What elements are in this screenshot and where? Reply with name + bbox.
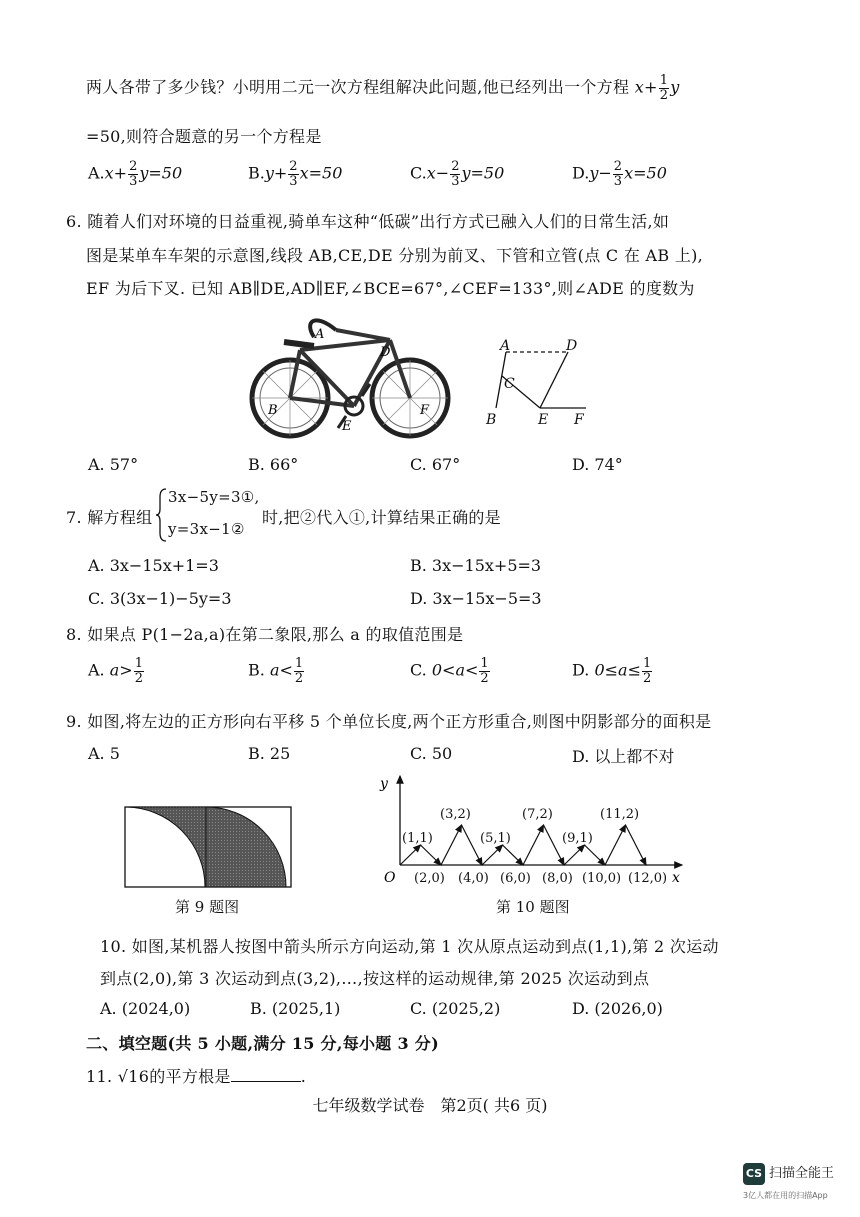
frame-diagram bbox=[476, 332, 606, 432]
q10-line2: 到点(2,0),第 3 次运动到点(3,2),…,按这样的运动规律,第 2025 次运动到点 bbox=[100, 969, 650, 988]
peak-label-6: (11,2) bbox=[600, 807, 640, 822]
q5-eq-y: y bbox=[670, 77, 680, 97]
q9-option-a[interactable]: A. 5 bbox=[88, 744, 120, 763]
q6-option-a[interactable]: A. 57° bbox=[88, 455, 139, 474]
tick-label-6: (6,0) bbox=[500, 871, 531, 886]
segment-de bbox=[540, 352, 568, 408]
q6-line1: 6. 随着人们对环境的日益重视,骑单车这种“低碳”出行方式已融入人们的日常生活,如 bbox=[66, 212, 670, 231]
diagram-label-d: D bbox=[566, 338, 578, 354]
peak-label-1: (1,1) bbox=[402, 831, 433, 846]
robot-path-step bbox=[605, 825, 626, 865]
q9-figure bbox=[124, 806, 294, 890]
bicycle-illustration bbox=[244, 302, 464, 442]
q6-option-d[interactable]: D. 74° bbox=[572, 455, 623, 474]
q9-stem: 9. 如图,将左边的正方形向右平移 5 个单位长度,两个正方形重合,则图中阴影部分的面积是 bbox=[66, 712, 712, 731]
section-2-heading: 二、填空题(共 5 小题,满分 15 分,每小题 3 分) bbox=[86, 1034, 439, 1053]
robot-path-step bbox=[564, 845, 585, 865]
q7-option-a[interactable]: A. 3x−15x+1=3 bbox=[88, 556, 219, 575]
q11-root: √16 bbox=[117, 1067, 150, 1086]
q9-option-c[interactable]: C. 50 bbox=[410, 744, 453, 763]
q5-option-c[interactable]: C.x− $\frac{2}{3}$ y=50 bbox=[410, 159, 505, 189]
q10-option-d[interactable]: D. (2026,0) bbox=[572, 999, 663, 1018]
diagram-label-a: A bbox=[500, 338, 511, 354]
q8-stem: 8. 如果点 P(1−2a,a)在第二象限,那么 a 的取值范围是 bbox=[66, 625, 464, 644]
robot-path-step bbox=[400, 845, 421, 865]
q10-line1: 10. 如图,某机器人按图中箭头所示方向运动,第 1 次从原点运动到点(1,1),第 2 次运动 bbox=[100, 937, 719, 956]
q7-brace bbox=[156, 487, 168, 543]
q6-line2: 图是某单车车架的示意图,线段 AB,CE,DE 分别为前叉、下管和立管(点 C 在 AB 上), bbox=[86, 246, 704, 265]
q7-option-b[interactable]: B. 3x−15x+5=3 bbox=[410, 556, 542, 575]
camscanner-tagline: 3亿人都在用的扫描App bbox=[743, 1191, 828, 1200]
q10-option-b[interactable]: B. (2025,1) bbox=[250, 999, 341, 1018]
q5-option-b[interactable]: B.y+ $\frac{2}{3}$ x=50 bbox=[248, 159, 343, 189]
tick-label-12: (12,0) bbox=[628, 871, 668, 886]
x-axis-label: x bbox=[672, 870, 680, 886]
robot-path-step bbox=[482, 845, 503, 865]
bike-label-b: B bbox=[268, 403, 278, 418]
tick-label-8: (8,0) bbox=[542, 871, 573, 886]
q8-option-a[interactable]: A. a> $\frac{1}{2}$ bbox=[88, 656, 143, 686]
origin-label: O bbox=[384, 870, 396, 886]
diagram-label-e: E bbox=[538, 412, 549, 428]
q8-option-c[interactable]: C. 0<a< $\frac{1}{2}$ bbox=[410, 656, 489, 686]
q10-option-a[interactable]: A. (2024,0) bbox=[100, 999, 191, 1018]
q9-shaded-left bbox=[125, 807, 206, 887]
peak-label-2: (3,2) bbox=[440, 807, 471, 822]
tick-label-4: (4,0) bbox=[458, 871, 489, 886]
q6-option-b[interactable]: B. 66° bbox=[248, 455, 299, 474]
q11: 11. √16的平方根是 . bbox=[86, 1067, 307, 1086]
q8-option-b[interactable]: B. a< $\frac{1}{2}$ bbox=[248, 656, 304, 686]
bike-label-d: D bbox=[380, 345, 391, 360]
q5-option-d[interactable]: D.y− $\frac{2}{3}$ x=50 bbox=[572, 159, 667, 189]
q5-eq-frac-n: 1 bbox=[659, 73, 669, 88]
q5-eq-x: x+ bbox=[634, 77, 658, 97]
diagram-label-f: F bbox=[574, 412, 584, 428]
bike-label-f: F bbox=[420, 403, 430, 418]
q5-eq-frac-d: 2 bbox=[659, 87, 669, 103]
q9-shaded-right bbox=[206, 807, 286, 887]
q7-eq1: 3x−5y=3①, bbox=[168, 488, 260, 506]
page-footer: 七年级数学试卷 第2页( 共6 页) bbox=[312, 1096, 548, 1115]
tick-label-10: (10,0) bbox=[582, 871, 622, 886]
q10-option-c[interactable]: C. (2025,2) bbox=[410, 999, 501, 1018]
q5-option-a[interactable]: A.x+ $\frac{2}{3}$ y=50 bbox=[88, 159, 183, 189]
q7-prefix: 7. 解方程组 bbox=[66, 508, 153, 527]
peak-label-4: (7,2) bbox=[522, 807, 553, 822]
q9-option-d[interactable]: D. 以上都不对 bbox=[572, 747, 675, 766]
q6-line3: EF 为后下叉. 已知 AB∥DE,AD∥EF,∠BCE=67°,∠CEF=133°,则∠ADE 的度数为 bbox=[86, 279, 695, 298]
peak-label-5: (9,1) bbox=[562, 831, 593, 846]
robot-path-step bbox=[544, 825, 565, 865]
diagram-label-c: C bbox=[504, 376, 515, 392]
robot-path-step bbox=[626, 825, 647, 865]
camscanner-name: 扫描全能王 bbox=[769, 1166, 835, 1181]
q7-option-c[interactable]: C. 3(3x−1)−5y=3 bbox=[88, 589, 232, 608]
y-axis-label: y bbox=[380, 776, 388, 792]
peak-label-3: (5,1) bbox=[480, 831, 511, 846]
q8-option-d[interactable]: D. 0≤a≤ $\frac{1}{2}$ bbox=[572, 656, 652, 686]
q7-suffix: 时,把②代入①,计算结果正确的是 bbox=[262, 508, 501, 527]
robot-path-step bbox=[421, 845, 442, 865]
q9-option-b[interactable]: B. 25 bbox=[248, 744, 291, 763]
robot-path-step bbox=[503, 845, 524, 865]
q10-figure bbox=[376, 770, 692, 894]
robot-path-step bbox=[462, 825, 483, 865]
camscanner-logo: CS bbox=[743, 1163, 765, 1185]
q6-option-c[interactable]: C. 67° bbox=[410, 455, 461, 474]
tick-label-2: (2,0) bbox=[414, 871, 445, 886]
q7-eq2: y=3x−1② bbox=[168, 520, 245, 538]
q9-caption: 第 9 题图 bbox=[175, 898, 240, 916]
robot-path-step bbox=[523, 825, 544, 865]
bike-label-a: A bbox=[315, 327, 325, 342]
robot-path-step bbox=[585, 845, 606, 865]
q5-line1: 两人各带了多少钱？小明用二元一次方程组解决此问题,他已经列出一个方程 x+ $\frac{1}{2}$ y bbox=[86, 73, 680, 103]
diagram-label-b: B bbox=[486, 412, 497, 428]
robot-path-step bbox=[441, 825, 462, 865]
q11-answer-blank[interactable] bbox=[231, 1068, 301, 1082]
q7-option-d[interactable]: D. 3x−15x−5=3 bbox=[410, 589, 542, 608]
bike-label-e: E bbox=[342, 419, 352, 434]
robot-path bbox=[400, 825, 646, 865]
q10-caption: 第 10 题图 bbox=[496, 898, 570, 916]
q5-line2: =50,则符合题意的另一个方程是 bbox=[86, 127, 322, 146]
